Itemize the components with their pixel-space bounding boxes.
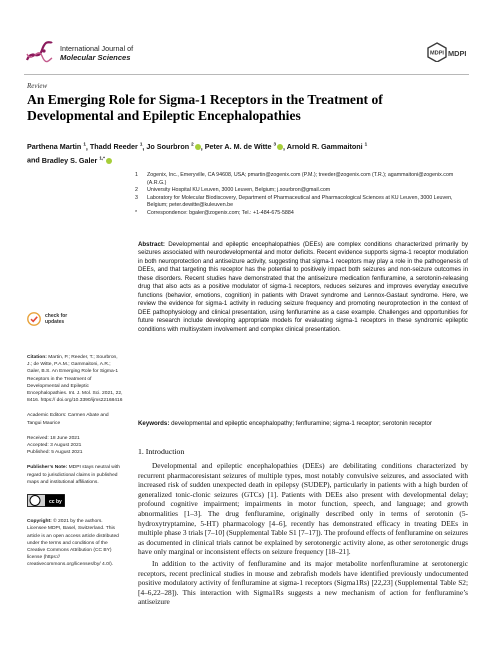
affiliation-item: 3 Laboratory for Molecular Biodiscovery, Department of Pharmaceutical and Pharmacological Sciences at KU Leuven, 3000 Leuven, Belgium; peter.dewitte@kuleuven.be (135, 194, 453, 209)
check-updates-line2: updates (45, 319, 65, 325)
abstract (138, 241, 468, 334)
copyright: Copyright: © 2021 by the authors. Licensee MDPI, Basel, Switzerland. This article is an open access article distributed under the terms and conditions of the Creative Commons Attribution (CC BY) license (https:// creativecommons.org/licenses/by/ 4.0/). (27, 519, 119, 568)
cc-by-license-icon[interactable] (27, 494, 65, 507)
affiliation-item: * Correspondence: bgaler@zogenix.com; Tel.: +1-484-675-5884 (135, 209, 294, 216)
journal-header (24, 36, 469, 72)
journal-name-line2: Molecular Sciences (60, 53, 131, 62)
article-type: Review (27, 82, 48, 90)
keywords-text: developmental and epileptic encephalopathy; fenfluramine; sigma-1 receptor; serotonin receptor (171, 420, 432, 427)
mdpi-logo-icon (427, 42, 467, 62)
affiliation-item: 1 Zogenix, Inc., Emeryville, CA 94608, USA; pmartin@zogenix.com (P.M.); treeder@zogenix.com (T.R.); agammaitoni@zogenix.com (A.R.G.) (135, 172, 454, 186)
mdpi-logo-hex-text: MDPI (430, 50, 444, 57)
academic-editors: Academic Editors: Carmen Abate and Tangui Maurice (27, 413, 109, 426)
sidebar (27, 312, 123, 569)
ijms-logo-icon (24, 38, 54, 66)
citation: Citation: Martin, P.; Reeder, T.; Sourbron, J.; de Witte, P.A.M.; Gammaitoni, A.R.; Galer, B.S. An Emerging Role for Sigma-1 Receptors in the Treatment of Developmental and Epileptic Encephalopathies. Int. J. Mol. Sci. 2021, 22, 8416. https:// doi.org/10.3390/ijms22168416 (27, 355, 123, 404)
journal-name (60, 44, 133, 62)
orcid-icon[interactable] (277, 144, 283, 150)
author: Peter A. M. de Witte $^3$ (205, 142, 283, 151)
abstract-label: Abstract: (138, 241, 165, 248)
check-updates-icon (27, 312, 41, 326)
author: Parthena Martin $^1$ (27, 142, 86, 152)
orcid-icon[interactable] (195, 144, 201, 150)
article-title: An Emerging Role for Sigma-1 Receptors in the Treatment of Developmental and Epileptic Encephalopathies (27, 92, 383, 123)
keywords-label: Keywords: (138, 420, 170, 427)
date-accepted: Accepted: 3 August 2021 (27, 443, 82, 449)
paragraph: In addition to the activity of fenfluramine and its major metabolite norfenfluramine at serotonergic receptors, recent preclinical studies in mouse and zebrafish models have identified previously undocumented positive modulatory activity of fenfluramine at sigma-1 receptors (Sigma1Rs) [22,23] (Supplemental Table S2; [4–6,22–28]). This interaction with Sigma1Rs suggests a new mechanism of action for fenfluramine’s antiseizure (138, 558, 468, 607)
affiliations (135, 172, 467, 218)
dates (27, 435, 123, 457)
author: Thadd Reeder $^1$ (89, 142, 143, 152)
author: Arnold R. Gammaitoni $^1$ (286, 142, 368, 152)
cc-badge-text: cc by (49, 499, 62, 506)
header-divider (24, 74, 469, 75)
date-received: Received: 18 June 2021 (27, 435, 80, 441)
author-list: Parthena Martin $^1$, Thadd Reeder $^1$, Jo Sourbron $^2$ , Peter A. M. de Witte $^3$ , Arnold R. Gammaitoni $^1$ and Bradley S. Galer $^{1,*}$ (27, 142, 368, 165)
paragraph: Developmental and epileptic encephalopathies (DEEs) are debilitating conditions characterized by recurrent pharmacoresistant seizures of multiple types, most notably convulsive seizures, and associated with increased risk of sudden unexpected death in epilepsy (SUDEP), particularly in patients with a high burden of generalized tonic-clonic seizures (GTCs) [1]. Patients with DEEs also present with developmental delay; profound cognitive impairment; impairments in motor function, speech, and language; and growth abnormalities [1–3]. The drug fenfluramine, originally described only in terms of serotonin (5-hydroxytryptamine, 5-HT) pharmacology [4–6], recently has demonstrated efficacy in treating DEEs in multiple phase 3 trials [7–10] (Supplemental Table S1 [7–17]). The profound effects of fenfluramine on seizures as documented in clinical trials cannot be explained by serotonergic activity alone, as other serotonergic drugs have only marginal or inconsistent effects on seizure frequency [18–21]. (138, 461, 468, 557)
journal-name-line1: International Journal of (60, 44, 134, 53)
abstract-text: Developmental and epileptic encephalopathies (DEEs) are complex conditions characterized primarily by seizures associated with neurodevelopmental and motor deficits. Recent evidence supports sigma-1 receptor modulation in both neuroprotection and antiseizure activity, suggesting that sigma-1 receptors may play a role in the pathogenesis of DEEs, and that targeting this receptor has the potential to positively impact both seizures and non-seizure outcomes in these disorders. Recent studies have demonstrated that the antiseizure medication fenfluramine, a serotonin-releasing drug that also acts as a positive modulator of sigma-1 receptors, reduces seizures and improves everyday executive functions (behavior, emotions, cognition) in patients with Dravet syndrome and Lennox-Gastaut syndrome. Here, we review the evidence for sigma-1 activity in reducing seizure frequency and promoting neuroprotection in the context of DEE pathophysiology and clinical presentation, using fenfluramine as a case example. Challenges and opportunities for future research include developing appropriate models for evaluating sigma-1 receptors in these syndromic epileptic conditions with multisystem involvement and complex clinical presentation. (138, 241, 468, 333)
check-for-updates-badge[interactable] (27, 312, 123, 326)
orcid-icon[interactable] (106, 158, 112, 164)
check-updates-line1: check for (45, 313, 68, 319)
date-published: Published: 5 August 2021 (27, 450, 83, 456)
mdpi-logo-text: MDPI (448, 49, 467, 58)
introduction-body (138, 461, 468, 607)
author: Jo Sourbron $^2$ (146, 142, 200, 151)
publisher-note: Publisher’s Note: MDPI stays neutral with regard to jurisdictional claims in published maps and institutional affiliations. (27, 465, 120, 485)
affiliation-item: 2 University Hospital KU Leuven, 3000 Leuven, Belgium; j.sourbron@gmail.com (135, 187, 331, 194)
section-heading-introduction: 1. Introduction (138, 447, 185, 456)
keywords (138, 420, 468, 428)
author: Bradley S. Galer $^{1,*}$ (42, 156, 112, 165)
